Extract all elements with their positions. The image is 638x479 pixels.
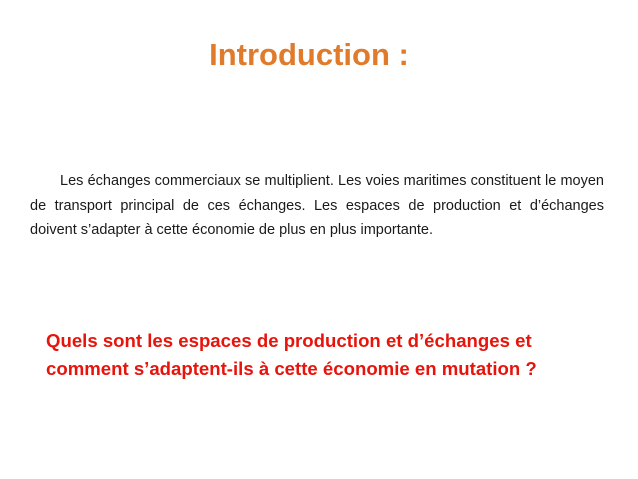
slide-title: Introduction : — [209, 37, 409, 72]
question-line-2: comment s’adaptent-ils à cette économie en mutation ? — [46, 357, 537, 379]
intro-paragraph: Les échanges commerciaux se multiplient. Les voies maritimes constituent le moyen de transport principal de ces échanges. Les espaces de production et d’échanges doivent s’adapter à cette économie de plus en plus importante. — [30, 173, 604, 239]
question-text — [46, 327, 606, 382]
question-line-1: Quels sont les espaces de production et d’échanges et — [46, 330, 532, 351]
